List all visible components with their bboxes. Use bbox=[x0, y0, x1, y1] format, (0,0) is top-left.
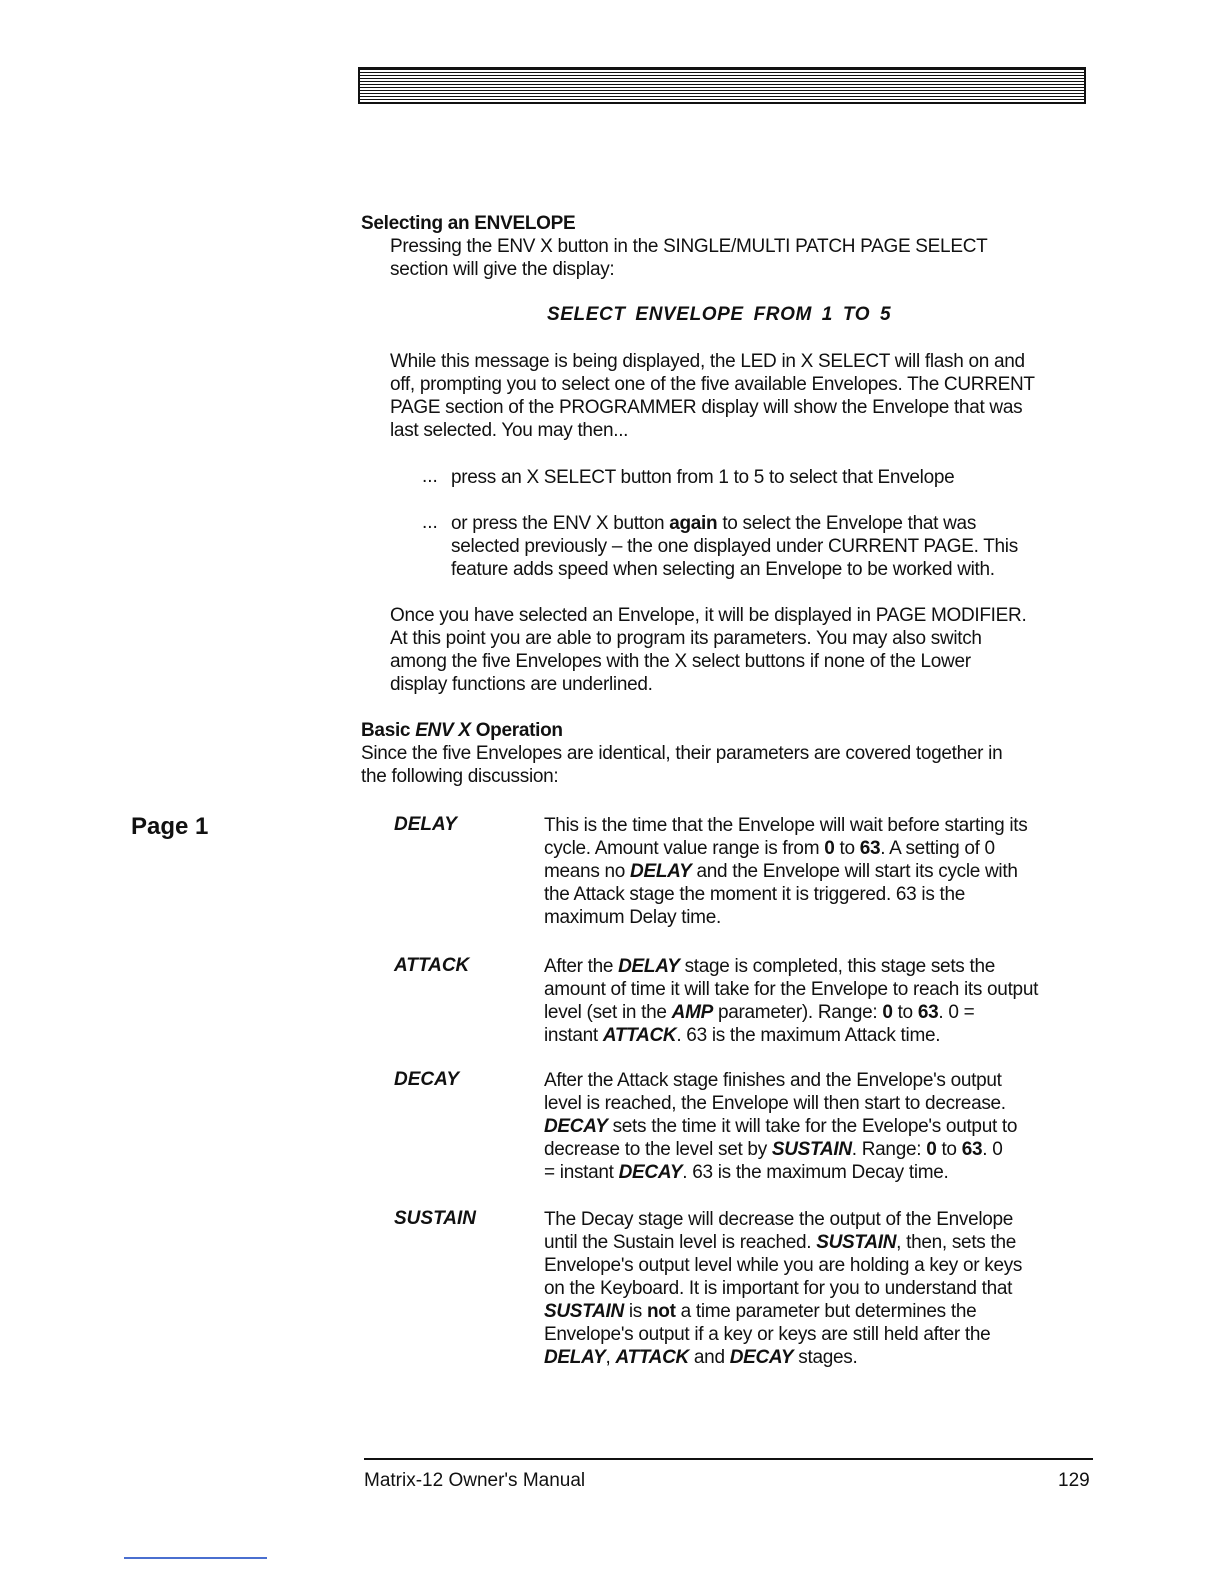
text-run: to bbox=[892, 1002, 918, 1023]
text-run: DELAY bbox=[630, 861, 692, 882]
instruction-paragraph bbox=[390, 350, 1035, 442]
param-name-sustain: SUSTAIN bbox=[394, 1208, 476, 1229]
text-line: Since the five Envelopes are identical, their parameters are covered together in bbox=[361, 743, 1003, 764]
text-line: the Attack stage the moment it is triggered. 63 is the bbox=[544, 884, 966, 905]
footer-title: Matrix-12 Owner's Manual bbox=[364, 1470, 586, 1491]
text-run: or press the ENV X button bbox=[451, 513, 670, 534]
text-line: This is the time that the Envelope will wait before starting its bbox=[544, 815, 1028, 836]
text-run: DECAY bbox=[729, 1347, 794, 1368]
text-line bbox=[544, 860, 1074, 883]
text-run: means no bbox=[544, 861, 631, 882]
text-run: and the Envelope will start its cycle with bbox=[691, 861, 1018, 882]
text-run: . 0 bbox=[982, 1139, 1003, 1160]
param-desc-attack bbox=[544, 955, 1074, 1047]
text-line bbox=[451, 512, 1018, 535]
option-2-text bbox=[451, 512, 1018, 581]
text-run: . 63 is the maximum Attack time. bbox=[676, 1025, 941, 1046]
text-run: . 0 = bbox=[938, 1002, 975, 1023]
text-line: Envelope's output level while you are holding a key or keys bbox=[544, 1255, 1023, 1276]
text-run: 63 bbox=[917, 1002, 939, 1023]
text-line: At this point you are able to program its parameters. You may also switch bbox=[390, 628, 982, 649]
text-line bbox=[544, 955, 1074, 978]
text-run: SUSTAIN bbox=[816, 1232, 897, 1253]
param-name-delay: DELAY bbox=[394, 814, 457, 835]
text-run: stages. bbox=[793, 1347, 858, 1368]
text-run: to bbox=[834, 838, 860, 859]
text-run: stage is completed, this stage sets the bbox=[679, 956, 995, 977]
text-run: parameter). Range: bbox=[713, 1002, 883, 1023]
text-line: last selected. You may then... bbox=[390, 420, 629, 441]
footer-rule bbox=[364, 1458, 1093, 1460]
section-heading-selecting-envelope: Selecting an ENVELOPE bbox=[361, 213, 576, 234]
text-line: selected previously – the one displayed under CURRENT PAGE. This bbox=[451, 536, 1018, 557]
text-run: 63 bbox=[961, 1139, 983, 1160]
text-run: . 63 is the maximum Decay time. bbox=[682, 1162, 949, 1183]
text-line: display functions are underlined. bbox=[390, 674, 653, 695]
text-line: PAGE section of the PROGRAMMER display will show the Envelope that was bbox=[390, 397, 1023, 418]
text-line bbox=[544, 837, 1074, 860]
text-line: amount of time it will take for the Envelope to reach its output bbox=[544, 979, 1039, 1000]
text-line: off, prompting you to select one of the five available Envelopes. The CURRENT bbox=[390, 374, 1035, 395]
text-line bbox=[544, 1161, 1074, 1184]
text-run: = instant bbox=[544, 1162, 619, 1183]
text-run: to bbox=[936, 1139, 962, 1160]
text-line: The Decay stage will decrease the output of the Envelope bbox=[544, 1209, 1014, 1230]
section-intro bbox=[361, 742, 1002, 788]
text-line bbox=[544, 1346, 1074, 1369]
text-line bbox=[544, 1231, 1074, 1254]
text-run: to select the Envelope that was bbox=[717, 513, 977, 534]
text-run: not bbox=[646, 1301, 676, 1322]
text-run: Basic bbox=[361, 720, 416, 741]
text-line: maximum Delay time. bbox=[544, 907, 721, 928]
selection-paragraph bbox=[390, 604, 1026, 696]
text-line: While this message is being displayed, the LED in X SELECT will flash on and bbox=[390, 351, 1025, 372]
text-run: 0 bbox=[882, 1002, 893, 1023]
text-run: and bbox=[688, 1347, 730, 1368]
text-run: a time parameter but determines the bbox=[675, 1301, 977, 1322]
text-run: . A setting of 0 bbox=[880, 838, 995, 859]
text-line bbox=[544, 1138, 1074, 1161]
text-run: DELAY bbox=[544, 1347, 606, 1368]
text-line: feature adds speed when selecting an Envelope to be worked with. bbox=[451, 559, 995, 580]
text-run: cycle. Amount value range is from bbox=[544, 838, 825, 859]
text-line: on the Keyboard. It is important for you to understand that bbox=[544, 1278, 1013, 1299]
text-run: AMP bbox=[671, 1002, 713, 1023]
text-run: ATTACK bbox=[615, 1347, 689, 1368]
text-run: After the bbox=[544, 956, 619, 977]
text-run: sets the time it will take for the Evelope's output to bbox=[607, 1116, 1018, 1137]
text-line: Pressing the ENV X button in the SINGLE/MULTI PATCH PAGE SELECT bbox=[390, 236, 988, 257]
text-line: among the five Envelopes with the X select buttons if none of the Lower bbox=[390, 651, 971, 672]
text-run: DELAY bbox=[618, 956, 680, 977]
text-line bbox=[544, 1300, 1074, 1323]
text-run: 0 bbox=[824, 838, 835, 859]
intro-text bbox=[390, 235, 987, 281]
section-heading-basic-env-operation bbox=[361, 719, 563, 742]
text-run: is bbox=[623, 1301, 647, 1322]
text-run: DECAY bbox=[618, 1162, 683, 1183]
text-line: Once you have selected an Envelope, it will be displayed in PAGE MODIFIER. bbox=[390, 605, 1027, 626]
emphasis-again: again bbox=[669, 513, 718, 534]
page-number: 129 bbox=[1058, 1470, 1090, 1491]
text-run: , bbox=[605, 1347, 616, 1368]
text-run: instant bbox=[544, 1025, 603, 1046]
text-line: section will give the display: bbox=[390, 259, 615, 280]
text-line: Envelope's output if a key or keys are still held after the bbox=[544, 1324, 991, 1345]
text-line: the following discussion: bbox=[361, 766, 559, 787]
param-desc-delay bbox=[544, 814, 1074, 929]
page-label: Page 1 bbox=[131, 813, 209, 840]
blue-divider-line bbox=[124, 1557, 267, 1559]
text-run: SUSTAIN bbox=[544, 1301, 624, 1322]
text-run: . Range: bbox=[851, 1139, 927, 1160]
text-run: decrease to the level set by bbox=[544, 1139, 772, 1160]
text-line bbox=[544, 1115, 1074, 1138]
text-run: level (set in the bbox=[544, 1002, 672, 1023]
text-line: After the Attack stage finishes and the Envelope's output bbox=[544, 1070, 1002, 1091]
param-name-attack: ATTACK bbox=[394, 955, 470, 976]
text-run: DECAY bbox=[544, 1116, 608, 1137]
text-line bbox=[544, 1001, 1074, 1024]
text-run: ATTACK bbox=[602, 1025, 677, 1046]
text-run: 63 bbox=[859, 838, 881, 859]
text-line: level is reached, the Envelope will then start to decrease. bbox=[544, 1093, 1006, 1114]
text-run: until the Sustain level is reached. bbox=[544, 1232, 817, 1253]
text-run: , then, sets the bbox=[896, 1232, 1016, 1253]
param-desc-sustain bbox=[544, 1208, 1074, 1369]
option-1-text: press an X SELECT button from 1 to 5 to select that Envelope bbox=[451, 467, 955, 488]
text-run: Operation bbox=[470, 720, 563, 741]
header-rule-bar bbox=[358, 67, 1086, 104]
ellipsis-marker: ... bbox=[422, 466, 438, 487]
text-run: 0 bbox=[926, 1139, 937, 1160]
text-run: ENV X bbox=[415, 720, 471, 741]
param-desc-decay bbox=[544, 1069, 1074, 1184]
text-line bbox=[544, 1024, 1074, 1047]
display-message: SELECT ENVELOPE FROM 1 TO 5 bbox=[547, 304, 892, 325]
text-run: SUSTAIN bbox=[771, 1139, 852, 1160]
ellipsis-marker: ... bbox=[422, 512, 438, 533]
param-name-decay: DECAY bbox=[394, 1069, 460, 1090]
